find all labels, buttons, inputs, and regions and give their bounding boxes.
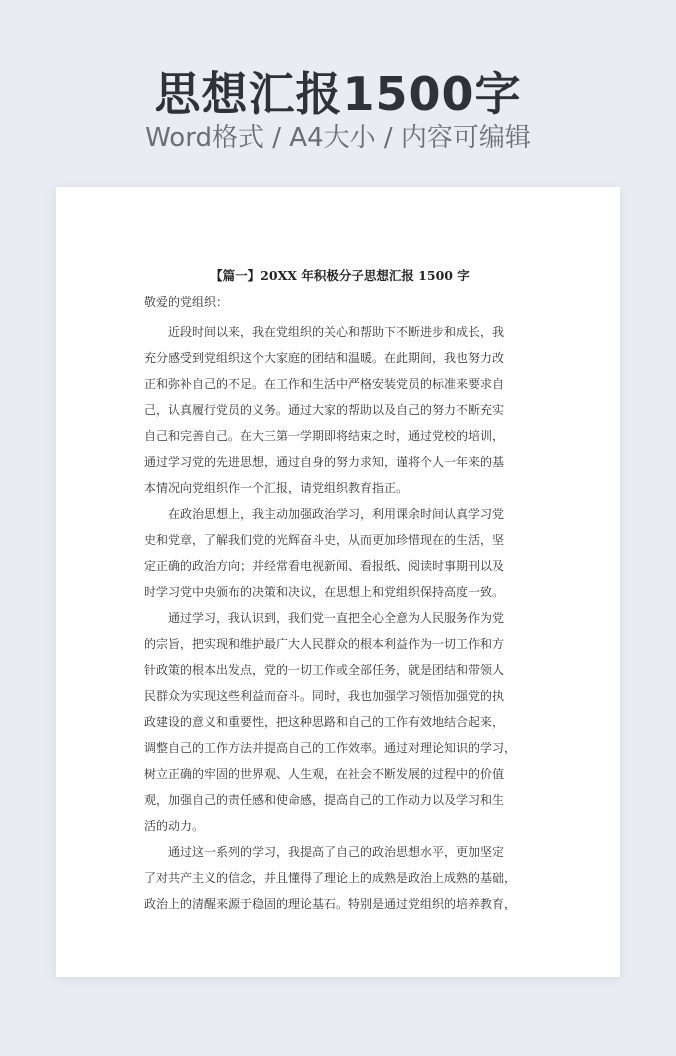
paragraph-line: 定正确的政治方向；并经常看电视新闻、看报纸、阅读时事期刊以及 xyxy=(144,559,505,573)
document-page xyxy=(56,187,620,977)
paragraph-1 xyxy=(144,319,536,501)
paragraph-line: 活的动力。 xyxy=(144,819,205,833)
paragraph-line: 通过学习党的先进思想，通过自身的努力求知，谨将个人一年来的基 xyxy=(144,455,505,469)
document-heading: 【篇一】20XX 年积极分子思想汇报 1500 字 xyxy=(210,268,470,283)
paragraph-line: 近段时间以来，我在党组织的关心和帮助下不断进步和成长，我 xyxy=(168,325,505,339)
banner-subtitle: Word格式 / A4大小 / 内容可编辑 xyxy=(145,123,531,153)
paragraph-line: 本情况向党组织作一个汇报，请党组织教育指正。 xyxy=(144,481,409,495)
paragraph-line: 自己和完善自己。在大三第一学期即将结束之时，通过党校的培训， xyxy=(144,429,505,443)
paragraph-line: 通过这一系列的学习，我提高了自己的政治思想水平，更加坚定 xyxy=(168,845,505,859)
paragraph-line: 调整自己的工作方法并提高自己的工作效率。通过对理论知识的学习， xyxy=(144,741,517,755)
paragraph-line: 史和党章，了解我们党的光辉奋斗史，从而更加珍惜现在的生活，坚 xyxy=(144,533,505,547)
paragraph-line: 了对共产主义的信念，并且懂得了理论上的成熟是政治上成熟的基础， xyxy=(144,871,517,885)
paragraph-2 xyxy=(144,501,536,605)
paragraph-line: 通过学习，我认识到，我们党一直把全心全意为人民服务作为党 xyxy=(168,611,505,625)
paragraph-line: 针政策的根本出发点，党的一切工作或全部任务，就是团结和带领人 xyxy=(144,663,505,677)
banner-title: 思想汇报1500字 xyxy=(154,67,522,121)
paragraph-line: 充分感受到党组织这个大家庭的团结和温暖。在此期间，我也努力改 xyxy=(144,351,505,365)
salutation: 敬爱的党组织： xyxy=(144,295,229,309)
paragraph-line: 政治上的清醒来源于稳固的理论基石。特别是通过党组织的培养教育， xyxy=(144,897,517,911)
paragraph-line: 的宗旨，把实现和维护最广大人民群众的根本利益作为一切工作和方 xyxy=(144,637,505,651)
paragraph-line: 在政治思想上，我主动加强政治学习，利用课余时间认真学习党 xyxy=(168,507,505,521)
paragraph-line: 正和弥补自己的不足。在工作和生活中严格安装党员的标准来要求自 xyxy=(144,377,505,391)
paragraph-line: 己，认真履行党员的义务。通过大家的帮助以及自己的努力不断充实 xyxy=(144,403,505,417)
paragraph-3 xyxy=(144,605,536,839)
document-body xyxy=(144,267,536,917)
paragraph-4 xyxy=(144,839,536,917)
paragraph-line: 民群众为实现这些利益而奋斗。同时，我也加强学习领悟加强党的执 xyxy=(144,689,505,703)
paragraph-line: 观，加强自己的责任感和使命感，提高自己的工作动力以及学习和生 xyxy=(144,793,505,807)
paragraph-line: 政建设的意义和重要性，把这种思路和自己的工作有效地结合起来， xyxy=(144,715,505,729)
paragraph-line: 树立正确的牢固的世界观、人生观，在社会不断发展的过程中的价值 xyxy=(144,767,505,781)
paragraph-line: 时学习党中央颁布的决策和决议，在思想上和党组织保持高度一致。 xyxy=(144,585,505,599)
banner xyxy=(0,0,676,180)
